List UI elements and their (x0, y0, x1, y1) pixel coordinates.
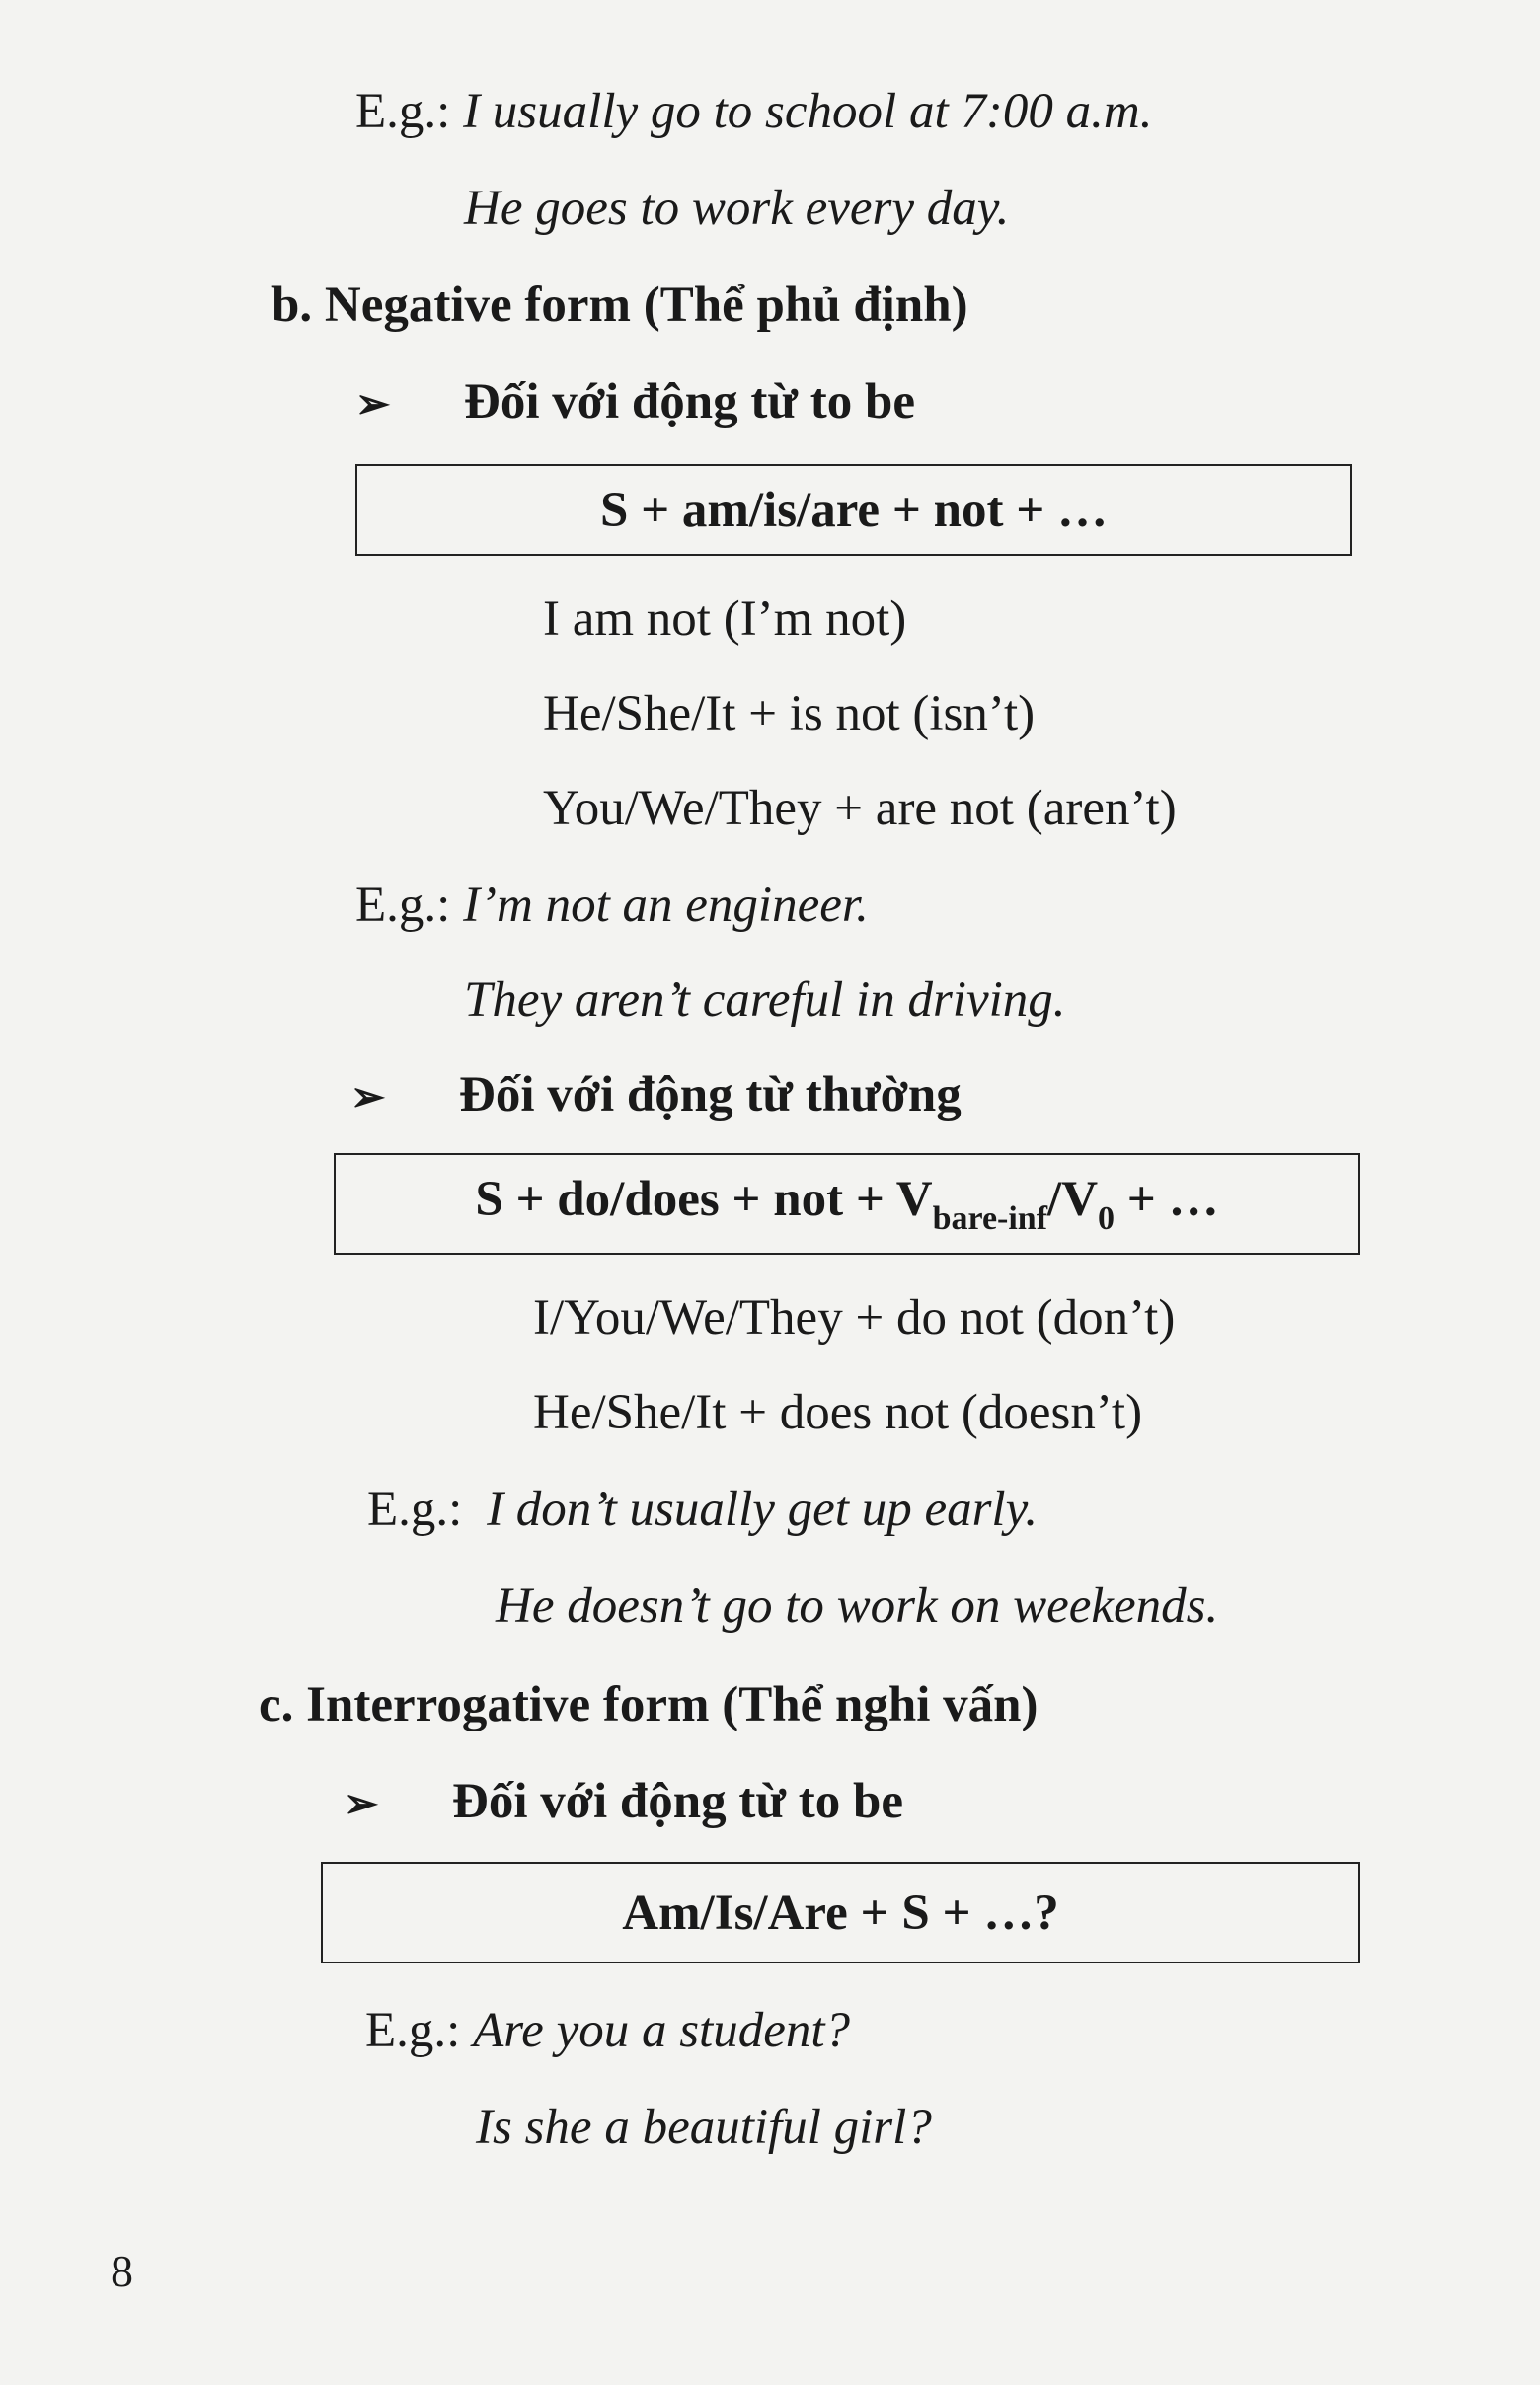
formula-box-negative-regular (334, 1153, 1360, 1255)
example-line (355, 878, 869, 933)
bullet-label: Đối với động từ to be (452, 1774, 903, 1829)
arrow-bullet-icon: ➢ (355, 382, 391, 427)
bullet-to-be-negative (355, 374, 915, 429)
verb-form-line: He/She/It + is not (isn’t) (543, 686, 1036, 741)
page-number: 8 (111, 2246, 133, 2296)
example-sentence: He goes to work every day. (464, 181, 1010, 236)
example-sentence: They aren’t careful in driving. (464, 972, 1066, 1028)
example-sentence: He doesn’t go to work on weekends. (496, 1578, 1219, 1634)
example-line (365, 2003, 851, 2058)
formula-text: S + am/is/are + not + … (599, 482, 1109, 538)
arrow-bullet-icon: ➢ (344, 1782, 379, 1827)
bullet-regular-negative (350, 1067, 962, 1122)
example-sentence: I usually go to school at 7:00 a.m. (463, 84, 1153, 139)
bullet-to-be-interrogative (344, 1774, 903, 1829)
formula-text: S + do/does + not + $V_{bare-inf}/V_0$ + … (475, 1171, 1219, 1237)
bullet-label: Đối với động từ thường (459, 1067, 962, 1122)
example-sentence: I don’t usually get up early. (487, 1482, 1039, 1537)
arrow-bullet-icon: ➢ (350, 1075, 386, 1120)
verb-form-line: You/We/They + are not (aren’t) (543, 781, 1177, 836)
example-line (367, 1482, 1039, 1537)
eg-label: E.g.: (365, 2003, 461, 2058)
eg-label: E.g.: (355, 84, 451, 139)
bullet-label: Đối với động từ to be (464, 374, 915, 429)
eg-label: E.g.: (355, 878, 451, 933)
verb-form-line: He/She/It + does not (doesn’t) (533, 1385, 1143, 1440)
section-heading-negative: b. Negative form (Thể phủ định) (271, 277, 968, 333)
example-sentence: Are you a student? (473, 2003, 851, 2058)
verb-form-line: I/You/We/They + do not (don’t) (533, 1290, 1176, 1346)
verb-form-line: I am not (I’m not) (543, 591, 907, 647)
eg-label: E.g.: (367, 1482, 463, 1537)
formula-box-interrogative-to-be (321, 1862, 1360, 1963)
formula-text: Am/Is/Are + S + …? (622, 1885, 1059, 1941)
example-line (355, 84, 1153, 139)
example-sentence: I’m not an engineer. (463, 878, 869, 933)
formula-box-negative-to-be (355, 464, 1352, 556)
example-sentence: Is she a beautiful girl? (476, 2100, 932, 2155)
section-heading-interrogative: c. Interrogative form (Thể nghi vấn) (259, 1677, 1039, 1732)
